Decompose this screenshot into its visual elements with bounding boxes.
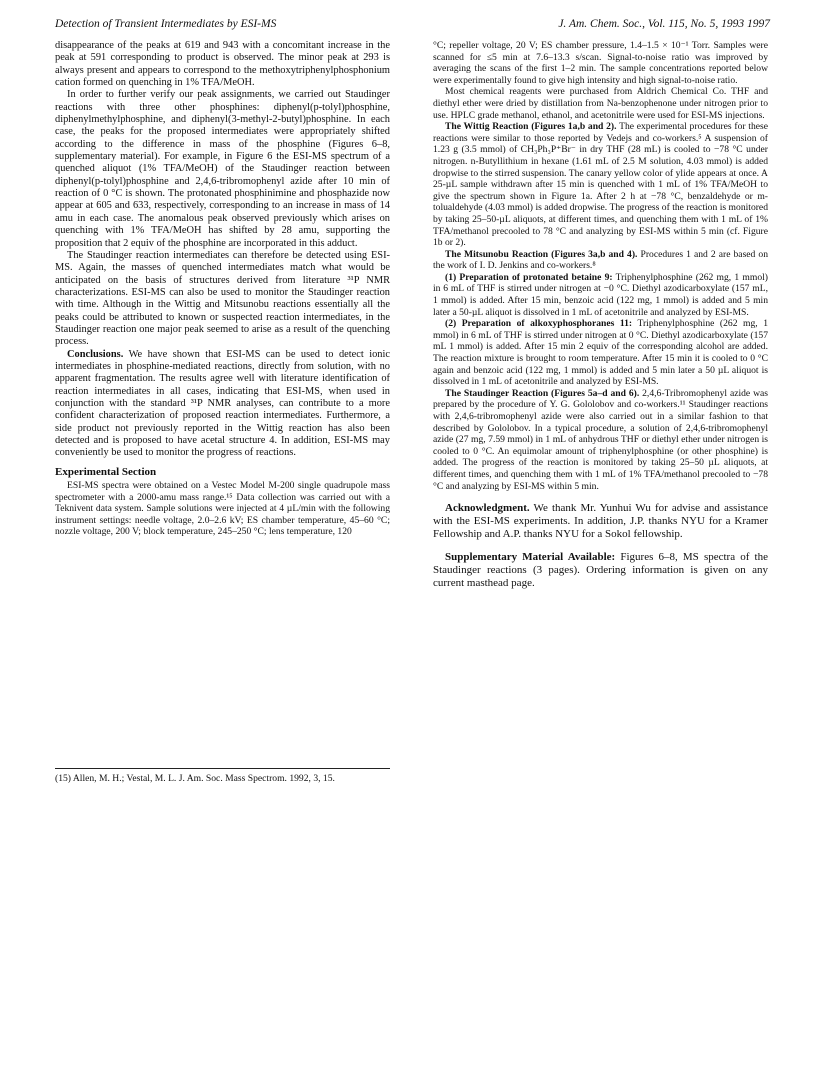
supplementary-heading: Supplementary Material Available:: [445, 551, 616, 564]
right-column: [433, 40, 768, 590]
paragraph: disappearance of the peaks at 619 and 943 with a concomitant increase in the peak at 591 corresponding to product is observed. The minor peak at 293 is always present and appears to correspond to the methoxytriphenylphosphonium cation formed on quenching in 1% TFA/MeOH.: [55, 40, 390, 89]
left-column: [55, 40, 390, 538]
paragraph: ESI-MS spectra were obtained on a Vestec Model M-200 single quadrupole mass spectrometer with a 2000-amu mass range.¹⁵ Data collection was carried out with a Teknivent data system. Sample solutions were injected at 4 µL/min with the following instrument settings: needle voltage, 2.0–2.6 kV; ES chamber temperature, 45–60 °C; nozzle voltage, 200 V; block temperature, 245–250 °C; lens temperature, 120: [55, 480, 390, 538]
paragraph: °C; repeller voltage, 20 V; ES chamber pressure, 1.4–1.5 × 10⁻¹ Torr. Samples were scanned for ≤5 min at 7.6–13.3 s/scan. Signal-to-noise ratio was improved by averaging the scans of the first 1–2 min. The sample concentrations reported below were experimentally found to give high intensity and high signal-to-noise ratio.: [433, 40, 768, 86]
wittig-heading: The Wittig Reaction (Figures 1a,b and 2).: [445, 121, 617, 133]
prep2-heading: (2) Preparation of alkoxyphosphoranes 11:: [445, 318, 633, 330]
paragraph: The Staudinger reaction intermediates can therefore be detected using ESI-MS. Again, the masses of quenched intermediates match what would be anticipated on the basis of structures derived from literature ³¹P NMR characterizations. ESI-MS can also be used to monitor the Staudinger reaction with time. Although in the Wittig and Mitsunobu reactions essentially all the peaks could be attributed to known or suspected reaction intermediates, in the Staudinger reaction one major peak seemed to arise as a result of the quenching process.: [55, 249, 390, 348]
running-header: [55, 18, 770, 36]
acknowledgment-heading: Acknowledgment.: [445, 502, 530, 515]
conclusions-text: We have shown that ESI-MS can be used to detect ionic intermediates in phosphine-mediated reactions, directly from solution, with no apparent fragmentation. The results agree well with literature identification of reaction intermediates in all cases, indicating that ESI-MS, when used in conjunction with the standard ³¹P NMR analyses, can contribute to a more confident characterization of proposed reaction intermediates. Furthermore, a side product not previously reported in the Wittig reaction has also been detected and is proposed to have acetal structure 4. In addition, ESI-MS may conveniently be used to monitor the progress of reactions.: [55, 348, 390, 459]
prep1-heading: (1) Preparation of protonated betaine 9:: [445, 271, 613, 283]
conclusions-paragraph: [55, 349, 390, 460]
supplementary-paragraph: [433, 551, 768, 590]
prep2-text: Triphenylphosphine (262 mg, 1 mmol) in 6 mL of THF is stirred under nitrogen at 0 °C. Diethyl azodicarboxylate (157 mL 1 mmol) is added. After 15 min 2 equiv of the corresponding alcohol are added. The reaction mixture is brought to room temperature. After 15 min it is cooled to 0 °C again and benzoic acid (122 mg, 1 mmol) is added and 5 min later a 50 µL aliquot is dissolved in 1 mL of acetonitrile and analyzed by ESI-MS.: [433, 318, 768, 388]
staudinger-text: 2,4,6-Tribromophenyl azide was prepared by the procedure of Y. G. Gololobov and co-workers.¹¹ Staudinger reactions with 2,4,6-tribromophenyl azide were also carried out in a similar fashion to that described by Gololobov. In a typical procedure, a solution of 2,4,6-tribromophenyl azide (27 mg, 7.59 mmol) in 1 mL of anhydrous THF or diethyl ether under nitrogen is cooled to 0 °C. An equimolar amount of triphenylphosphine (or other phosphine) is added. The progress of the reaction is monitored by taking 25–50 µL aliquots, at different times, and quenching them with 1 mL of 1% TFA/methanol precooled to −78 °C and analyzing by ESI-MS within 5 min.: [433, 387, 768, 492]
acknowledgment-text: We thank Mr. Yunhui Wu for advise and assistance with the ESI-MS experiments. In addition, J.P. thanks NYU for a Kramer Fellowship and A.P. thanks NYU for a Sokol fellowship.: [433, 502, 768, 541]
acknowledgment-paragraph: [433, 502, 768, 541]
wittig-text: The experimental procedures for these reactions were similar to those reported by Vedejs and co-workers.⁵ A suspension of 1.23 g (3.5 mmol) of CH₃Ph₃P⁺Br⁻ in dry THF (28 mL) is cooled to −78 °C under nitrogen. n-Butyllithium in hexane (1.61 mL of 2.5 M solution, 4.03 mmol) is added dropwise to the stirred suspension. The canary yellow color of ylide appears at once. A 25-µL sample withdrawn after 15 min is quenched with 1 mL of 1% TFA/MeOH to give the spectrum shown in Figure 1a. After 2 h at −78 °C, benzaldehyde or m-tolualdehyde (4.03 mmol) is added dropwise. The progress of the reaction is monitored by taking 25–50-µL aliquots, at different times, and quenching them with 1 mL of 1% TFA/methanol precooled to 78 °C and analyzing by ESI-MS within 5 min (cf. Figure 1b or 2).: [433, 121, 769, 249]
prep2-paragraph: [433, 318, 768, 388]
mitsunobu-paragraph: [433, 249, 768, 272]
footnote: (15) Allen, M. H.; Vestal, M. L. J. Am. Soc. Mass Spectrom. 1992, 3, 15.: [55, 773, 335, 784]
journal-citation: J. Am. Chem. Soc., Vol. 115, No. 5, 1993 1997: [558, 18, 770, 30]
conclusions-heading: Conclusions.: [67, 348, 124, 360]
paragraph: Most chemical reagents were purchased from Aldrich Chemical Co. THF and diethyl ether were dried by distillation from Na-benzophenone under nitrogen prior to use. HPLC grade methanol, ethanol, and acetonitrile were used for ESI-MS injections.: [433, 86, 768, 121]
section-heading: Experimental Section: [55, 465, 157, 478]
supplementary-text: Figures 6–8, MS spectra of the Staudinger reactions (3 pages). Ordering information is given on any current masthead page.: [433, 551, 768, 590]
wittig-paragraph: [433, 121, 768, 249]
footnote-divider: [55, 768, 390, 769]
staudinger-paragraph: [433, 388, 768, 492]
mitsunobu-heading: The Mitsunobu Reaction (Figures 3a,b and 4).: [445, 248, 638, 260]
staudinger-heading: The Staudinger Reaction (Figures 5a–d and 6).: [445, 387, 640, 399]
prep1-paragraph: [433, 272, 768, 318]
paragraph: In order to further verify our peak assignments, we carried out Staudinger reactions with three other phosphines: diphenyl(p-tolyl)phosphine, diphenylmethylphosphine, and diphenyl(3-methyl-2-butyl)phosphine. In each case, the peaks for the proposed intermediates were appropriately shifted according to the difference in mass of the phosphine (Figures 6–8, supplementary material). For example, in Figure 6 the ESI-MS spectrum of a quenched aliquot (1% TFA/MeOH) of the Staudinger reaction between diphenyl(p-tolyl)phosphine and 2,4,6-tribromophenyl azide after 10 min of reaction of 0 °C is shown. The protonated phosphinimine and phosphazide now appear at 605 and 633, respectively, corresponding to an increase in mass of 14 amu in each case. The anomalous peak observed previously which arises on quenching with 1% TFA/MeOH has shifted by 28 amu, supporting the proposition that 2 equiv of the phosphine are incorporated in this adduct.: [55, 89, 390, 249]
running-title: Detection of Transient Intermediates by ESI-MS: [55, 18, 277, 30]
mitsunobu-text: Procedures 1 and 2 are based on the work of I. D. Jenkins and co-workers.⁸: [433, 248, 768, 272]
prep1-text: Triphenylphosphine (262 mg, 1 mmol) in 6 mL of THF is stirred under nitrogen at −0 °C. Diethyl azodicarboxylate (157 mL, 1 mmol) is added. After 15 min, benzoic acid (122 mg, 1 mmol) is added and 5 min later a 50-µL aliquot is dissolved in 1 mL of acetonitrile and analyzed by ESI-MS.: [433, 271, 768, 318]
